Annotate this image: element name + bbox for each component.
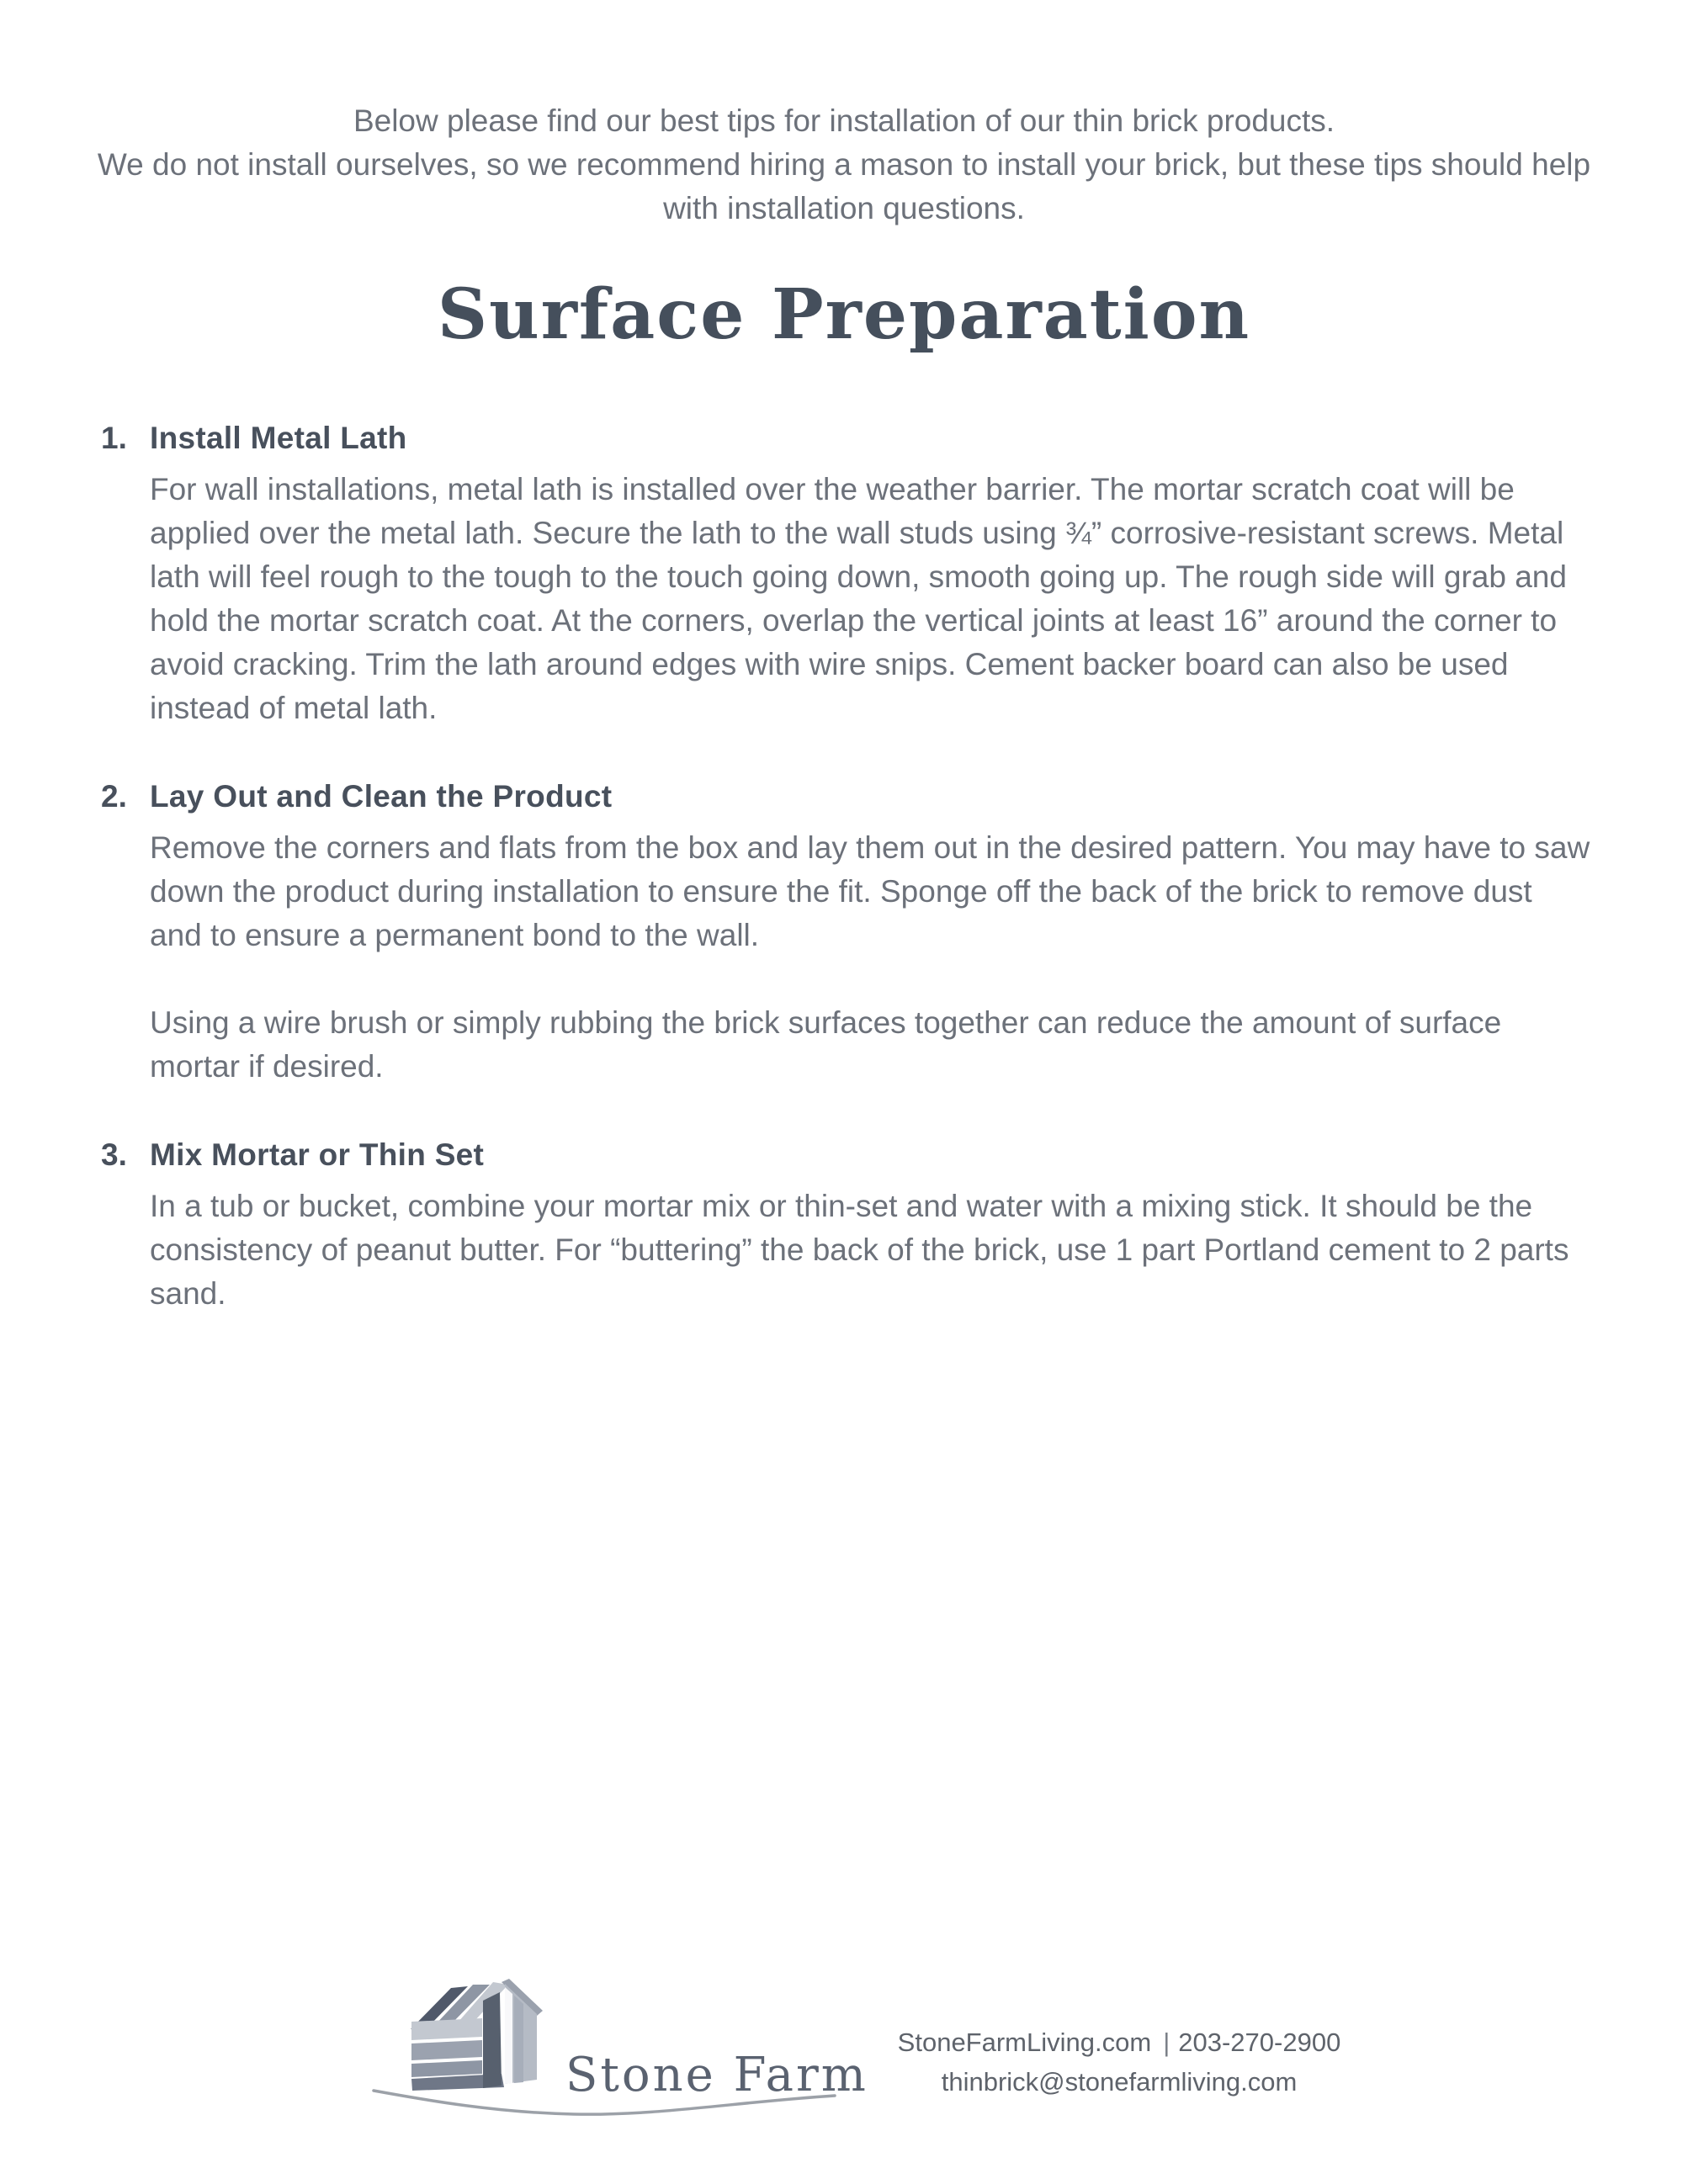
section-lay-out-and-clean: [101, 777, 1594, 1089]
section-content: [150, 419, 1590, 730]
section-heading: Lay Out and Clean the Product: [150, 779, 613, 814]
separator: |: [1163, 2028, 1170, 2057]
section-paragraph: For wall installations, metal lath is installed over the weather barrier. The mortar scratch coat will be applied over the metal lath. Secure the lath to the wall studs using ¾” corrosive-resistant screws. Metal lath will feel rough to the tough to the touch going down, smooth going up. The rough side will grab and hold the mortar scratch coat. At the corners, overlap the vertical joints at least 16” around the corner to avoid cracking. Trim the lath around edges with wire snips. Cement backer board can also be used instead of metal lath.: [150, 472, 1567, 725]
contact-line-1: [875, 2022, 1363, 2062]
section-install-metal-lath: [101, 419, 1594, 730]
phone-number: 203-270-2900: [1178, 2028, 1341, 2057]
section-number: 2.: [101, 779, 127, 814]
intro-text: [84, 99, 1604, 231]
section-content: [150, 777, 1590, 1089]
email-text: thinbrick@stonefarmliving.com: [941, 2067, 1298, 2097]
section-mix-mortar: [101, 1136, 1594, 1316]
section-heading: Install Metal Lath: [150, 421, 407, 455]
website-text: StoneFarmLiving.com: [897, 2028, 1152, 2057]
contact-block: [875, 2022, 1363, 2102]
section-paragraph: Using a wire brush or simply rubbing the brick surfaces together can reduce the amount of surface mortar if desired.: [150, 1005, 1502, 1084]
instruction-list: [0, 419, 1688, 1316]
brand-wordmark: Stone Farm: [565, 2048, 868, 2102]
section-number: 1.: [101, 421, 127, 455]
page-footer: [0, 1967, 1688, 2177]
section-paragraph: In a tub or bucket, combine your mortar mix or thin-set and water with a mixing stick. It should be the consistency of peanut butter. For “buttering” the back of the brick, use 1 part Portland cement to 2 parts sand.: [150, 1189, 1569, 1311]
intro-line-1: Below please find our best tips for installation of our thin brick products.: [353, 103, 1335, 138]
section-content: [150, 1136, 1590, 1316]
section-paragraph: Remove the corners and flats from the box and lay them out in the desired pattern. You may have to saw down the product during installation to ensure the fit. Sponge off the back of the brick to remove dust and to ensure a permanent bond to the wall.: [150, 830, 1590, 952]
section-number: 3.: [101, 1137, 127, 1172]
section-heading: Mix Mortar or Thin Set: [150, 1137, 485, 1172]
intro-line-2: We do not install ourselves, so we recommend hiring a mason to install your brick, but these tips should help with installation questions.: [97, 147, 1591, 225]
barn-icon: [411, 1979, 543, 2091]
page-title: Surface Preparation: [437, 274, 1251, 355]
